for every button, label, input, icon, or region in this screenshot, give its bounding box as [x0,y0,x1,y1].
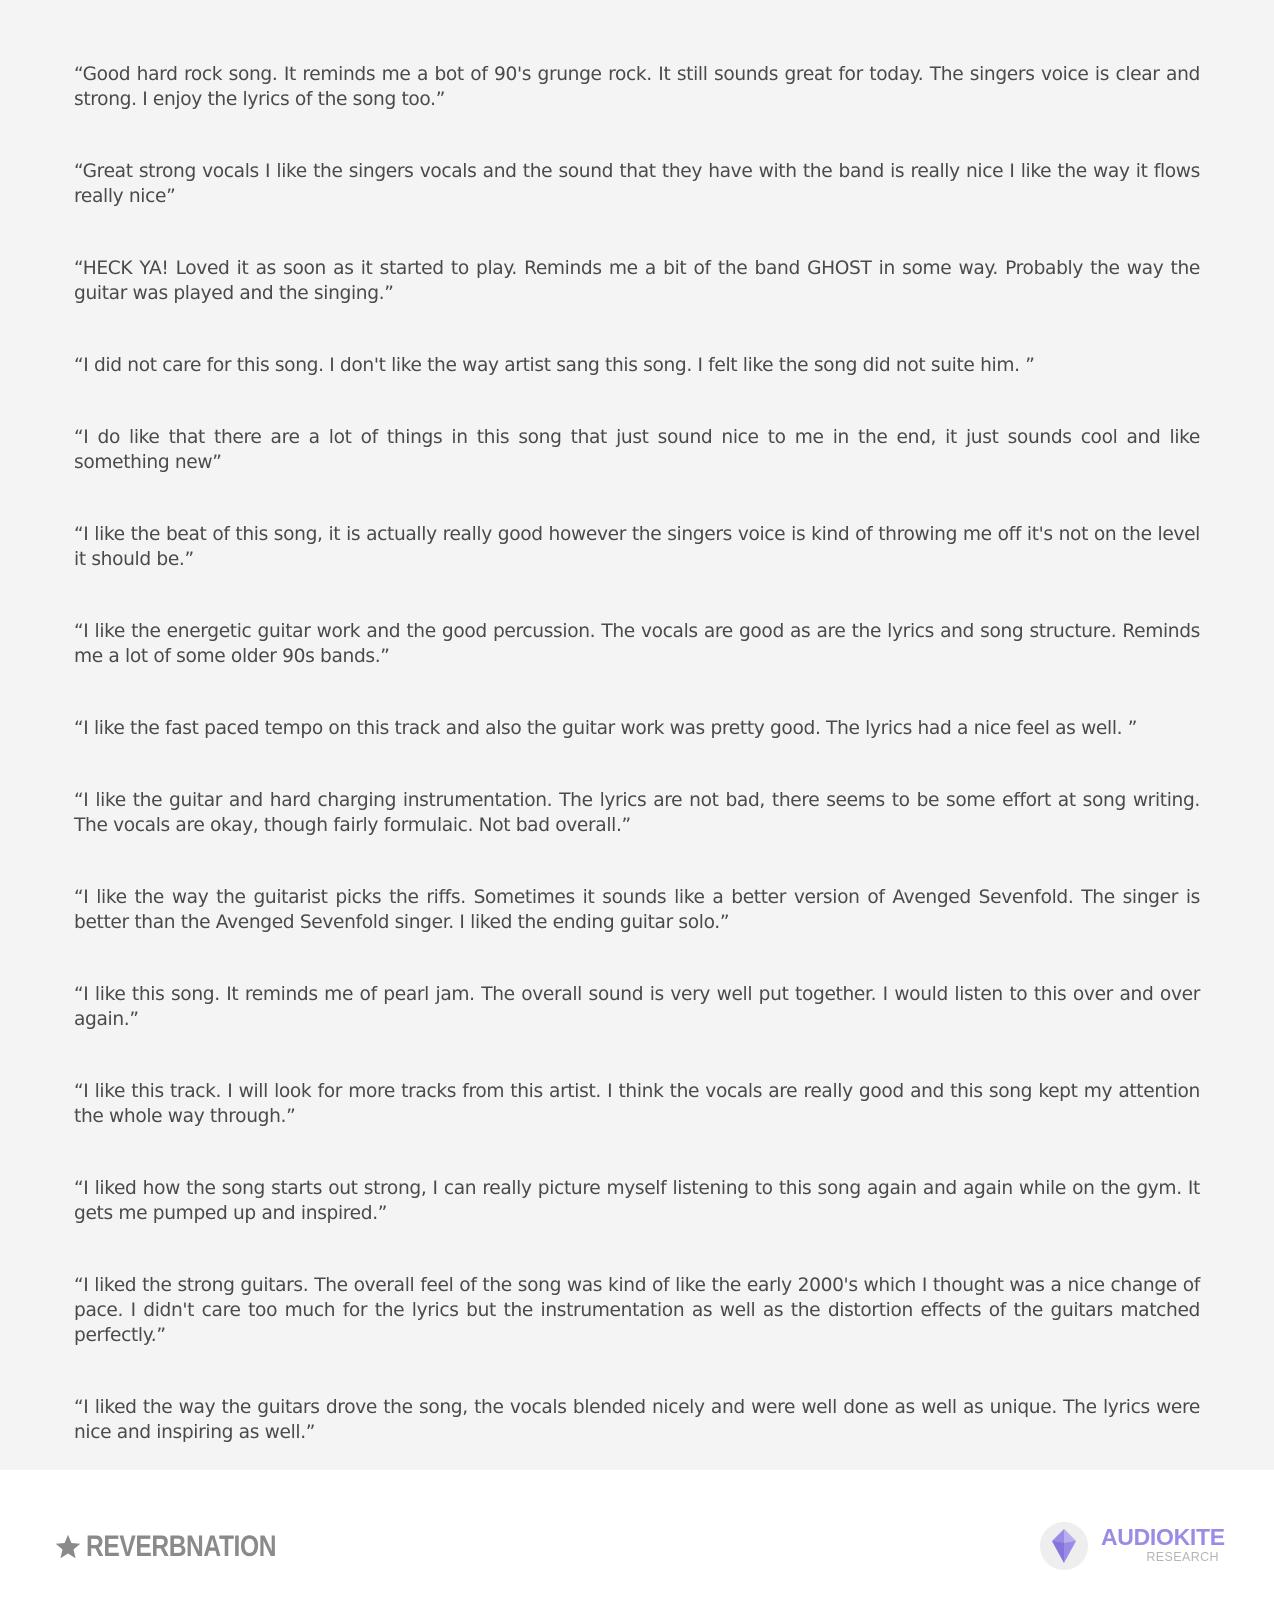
review-item: “Great strong vocals I like the singers vocals and the sound that they have with the band is really nice I like the way it flows really nice” [74,161,1200,207]
kite-icon [1050,1528,1078,1564]
review-list [74,62,1200,1492]
review-item: “Good hard rock song. It reminds me a bot of 90's grunge rock. It still sounds great for today. The singers voice is clear and strong. I enjoy the lyrics of the song too.” [74,64,1200,110]
review-item: “I liked how the song starts out strong, I can really picture myself listening to this song again and again while on the gym. It gets me pumped up and inspired.” [74,1178,1200,1224]
audiokite-logo [1040,1520,1225,1570]
review-item: “I like the beat of this song, it is actually really good however the singers voice is kind of throwing me off it's not on the level it should be.” [74,524,1200,570]
star-icon [54,1533,82,1561]
review-item: “I like this track. I will look for more tracks from this artist. I think the vocals are really good and this song kept my attention the whole way through.” [74,1081,1200,1127]
review-item: “I did not care for this song. I don't like the way artist sang this song. I felt like the song did not suite him. ” [74,355,1035,376]
reverbnation-logo-text: REVERBNATION [86,1530,277,1563]
review-item: “I liked the strong guitars. The overall feel of the song was kind of like the early 2000's which I thought was a nice change of pace. I didn't care too much for the lyrics but the instrumentation as well as the distortion effects of the guitars matched perfectly.” [74,1275,1200,1346]
review-item: “I liked the way the guitars drove the song, the vocals blended nicely and were well done as well as unique. The lyrics were nice and inspiring as well.” [74,1397,1200,1443]
review-item: “HECK YA! Loved it as soon as it started to play. Reminds me a bit of the band GHOST in some way. Probably the way the guitar was played and the singing.” [74,258,1200,304]
review-item: “I do like that there are a lot of things in this song that just sound nice to me in the end, it just sounds cool and like something new” [74,427,1200,473]
review-item: “I like the energetic guitar work and the good percussion. The vocals are good as are the lyrics and song structure. Reminds me a lot of some older 90s bands.” [74,621,1200,667]
audiokite-logo-subtext: RESEARCH [1146,1550,1219,1564]
review-item: “I like the way the guitarist picks the riffs. Sometimes it sounds like a better version of Avenged Sevenfold. The singer is better than the Avenged Sevenfold singer. I liked the ending guitar solo.” [74,887,1200,933]
review-item: “I like this song. It reminds me of pearl jam. The overall sound is very well put together. I would listen to this over and over again.” [74,984,1200,1030]
reverbnation-logo [54,1530,318,1564]
review-item: “I like the guitar and hard charging instrumentation. The lyrics are not bad, there seems to be some effort at song writing. The vocals are okay, though fairly formulaic. Not bad overall.” [74,790,1200,836]
audiokite-logo-text: AUDIOKITE [1101,1524,1225,1550]
review-item: “I like the fast paced tempo on this track and also the guitar work was pretty good. The lyrics had a nice feel as well. ” [74,718,1138,739]
